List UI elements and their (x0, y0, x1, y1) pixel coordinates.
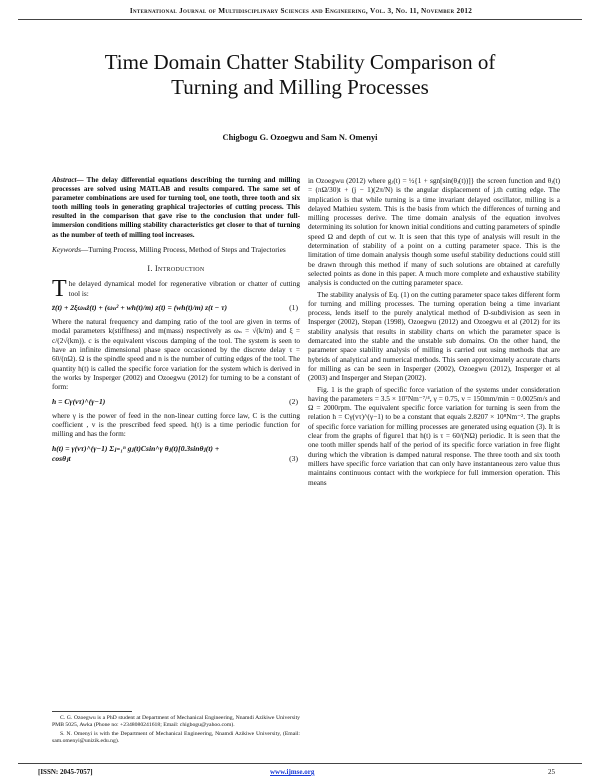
footnotes (52, 715, 300, 746)
keywords-label: Keywords (52, 244, 81, 254)
intro-paragraph-1 (52, 276, 300, 303)
footer-rule (18, 763, 582, 764)
footer-journal-link[interactable]: www.ijmse.org (270, 768, 315, 776)
equation-3-number: (3) (289, 453, 298, 463)
right-paragraph-1: in Ozoegwu (2012) where gⱼ(t) = ½{1 + sgn[sin(θⱼ(t))]} the screen function and θⱼ(t) = (πΩ/30)t + (j − 1)(2π/N) is the angular displacement of j.th cutting edge. The implication is that while turning is a time invariant delayed oscillator, milling is a delayed Mathieu system. This is the basis from which the differences of turning and milling processes derive. The time domain analysis of the equation involves determining its solution for known initial conditions and cutting parameters of spindle speed Ω and depth of cut w. It is seen that this type of analysis will result in the determination of stability of a point on a cutting parameter space. This is the limitation of time domain analysis though some useful stability deductions could still be drawn through this method if many of such solutions are obtained at carefully selected points as done in this paper. A much more complete and exhaustive stability analysis is conducted on the cutting parameter space. (308, 176, 560, 288)
title-line-1: Time Domain Chatter Stability Comparison of (104, 50, 496, 74)
equation-2-body: h = Cγ(vτ)^(γ−1) (52, 396, 106, 406)
keywords-text: —Turning Process, Milling Process, Method of Steps and Trajectories (80, 244, 286, 254)
footnote-1: C. G. Ozoegwu is a PhD student at Department of Mechanical Engineering, Nnamdi Azikiwe University PMB 5025, Awka (Phone no: +2348080241618; Email: chigbogu@yahoo.com). (52, 715, 300, 729)
equation-2-number: (2) (289, 396, 298, 406)
intro-paragraph-3: where γ is the power of feed in the non-linear cutting force law, C is the cutting coefficient , v is the prescribed feed speed. h(t) is a time periodic function for milling and has the form: (52, 410, 300, 439)
right-column (308, 176, 560, 489)
footer-issn: [ISSN: 2045-7057] (38, 768, 93, 776)
left-column (52, 176, 300, 469)
equation-3-line-2: cosθⱼt (52, 453, 71, 463)
title-line-2: Turning and Milling Processes (171, 75, 429, 99)
right-paragraph-3: Fig. 1 is the graph of specific force variation of the systems under consideration having the parameters = 3.5 × 10⁷Nm⁻⁷/⁴, γ = 0.75, v = 150mm/min = 0.0025m/s and Ω = 2000rpm. The equivalent specific force variation for turning is seen from the relation h = Cγ(vτ)^(γ−1) to be a constant that equals 2.8207 × 10⁸Nm⁻². The graphs of specific force variation for milling processes are generated using equation (3). It is clear from the graphs of figure1 that h(t) is τ = 60/(NΩ) periodic. It is seen that the one tooth miller spends half of the period of its specific force variation in free flight during which the vibration is damped natural response. The three tooth and six tooth millers have specific force variation that can only have instantaneous zero value thus maintains continuous contact with the workpiece for full immersion operation. This means (308, 384, 560, 487)
footnote-rule (52, 711, 132, 712)
abstract (52, 176, 300, 240)
section-heading-introduction: I. Introduction (147, 263, 205, 273)
equation-3 (52, 444, 300, 464)
intro-p1-text: he delayed dynamical model for regenerative vibration or chatter of cutting tool is: (68, 279, 300, 298)
equation-2 (52, 397, 300, 406)
header-rule (18, 19, 582, 20)
equation-3-line-1: h(t) = γ(vτ)^(γ−1) Σⱼ₌₁ⁿ gⱼ(t)Csin^γ θⱼ(t)[0.3sinθⱼ(t) + (52, 443, 220, 453)
equation-1-number: (1) (289, 302, 298, 312)
dropcap: T (52, 276, 67, 303)
journal-header: International Journal of Multidisciplinary Sciences and Engineering, Vol. 3, No. 11, November 2012 (129, 7, 473, 15)
right-paragraph-2: The stability analysis of Eq. (1) on the cutting parameter space takes different form for turning and milling processes. The turning operation being a time invariant process, lends itself to the purely analytical method of D-subdivision as seen in Insperger (2002), Stepan (1998), Ozoegwu (2012) and Ozoegwu et al (2012) for its stability analysis that results in stability charts on which the parameter space is demarcated into the stable and the unstable sub domains. On the other hand, the parameter space stability analysis of milling is carried out using methods that are hybrids of analytical and numerical methods. This seen approximately accurate charts for milling as can be seen in Insperger (2002), Ozoegwu (2012), Insperger et al (2003) and Insperger and Stepan (2002). (308, 289, 560, 383)
intro-paragraph-2: Where the natural frequency and damping ratio of the tool are given in terms of modal parameters k(stiffness) and m(mass) respectively as ωₙ = √(k/m) and ξ = c/(2√(km)). c is the equivalent viscous damping of the tool. The system is seen to have an infinite dimensional phase space occasioned by the discrete delay τ = 60/(nΩ). Ω is the spindle speed and n is the number of cutting edges of the tool. The quantity h(t) is called the specific force variation for the system which is derived in the works by Insperger (2002) and Ozoegwu (2012) for turning to be a constant of form: (52, 317, 300, 392)
abstract-label: Abstract (52, 176, 77, 184)
page-number: 25 (548, 768, 555, 776)
equation-1 (52, 303, 300, 312)
authors: Chigbogu G. Ozoegwu and Sam N. Omenyi (222, 133, 378, 142)
keywords (52, 245, 300, 254)
abstract-text: — The delay differential equations describing the turning and milling processes are solved using MATLAB and results compared. The same set of parameter combinations are used for turning tool, one tooth, three tooth and six tooth milling tools in generating graphical trajectories of cutting process. This resulted in the comparison that gave rise to the conclusion that under full-immersion conditions milling stability characteristics get closer to that of turning as the number of teeth of milling tool increases. (52, 176, 300, 239)
paper-title (40, 50, 560, 100)
equation-1-body: z̈(t) + 2ξωₙż(t) + (ωₙ² + wh(t)/m) z(t) = (wh(t)/m) z(t − τ) (52, 302, 228, 312)
footnote-2: S. N. Omenyi is with the Department of Mechanical Engineering, Nnamdi Azikiwe University, (Email: sam.omenyi@unizik.edu.ng). (52, 730, 300, 744)
